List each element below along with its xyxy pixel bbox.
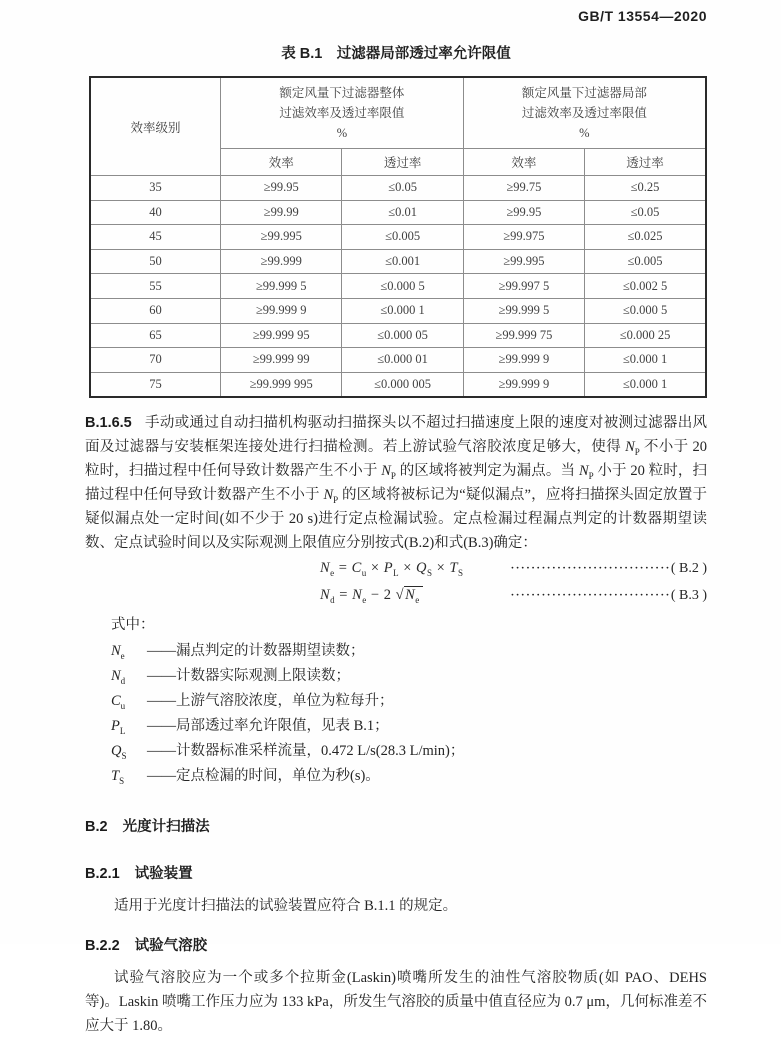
col-header-local-penetration: 透过率 <box>585 149 706 176</box>
table-cell: ≤0.05 <box>585 200 706 225</box>
table-cell: ≤0.001 <box>342 249 463 274</box>
definition-item <box>111 664 707 689</box>
equation-b3-formula: $N_d = N_e - 2$ $√N_e$ <box>320 582 423 608</box>
equation-b2-formula: $N_e = C_u \times P_L \times Q_S \times T_S$ <box>320 560 464 579</box>
definition-symbol: $T_S$ <box>111 768 125 787</box>
table-cell: ≤0.000 01 <box>342 348 463 373</box>
section-b22-heading <box>85 934 707 955</box>
table-row <box>90 249 706 274</box>
col-group-overall <box>221 77 464 149</box>
table-cell: 55 <box>90 274 221 299</box>
table-cell: ≤0.000 1 <box>585 348 706 373</box>
definitions-list <box>111 639 707 789</box>
table-cell: ≤0.05 <box>342 176 463 201</box>
table-row <box>90 200 706 225</box>
table-cell: ≥99.75 <box>463 176 584 201</box>
table-cell: ≥99.997 5 <box>463 274 584 299</box>
table-cell: ≤0.025 <box>585 225 706 250</box>
standard-number: GB/T 13554—2020 <box>578 8 707 24</box>
table-cell: ≤0.000 1 <box>342 298 463 323</box>
table-cell: ≤0.000 5 <box>342 274 463 299</box>
table-cell: 60 <box>90 298 221 323</box>
table-cell: ≤0.000 5 <box>585 298 706 323</box>
section-b22-title: 试验气溶胶 <box>134 938 208 955</box>
definition-text: ——局部透过率允许限值，见表 B.1； <box>147 718 389 735</box>
table-cell: 35 <box>90 176 221 201</box>
dotted-leader: ······························· <box>510 589 671 602</box>
table-body <box>90 176 706 398</box>
col-group-local-line1: 额定风量下过滤器局部 <box>521 86 647 100</box>
equation-b3-number: ( B.3 ) <box>670 588 707 604</box>
section-b21-heading <box>85 862 707 883</box>
table-cell: ≥99.999 9 <box>463 348 584 373</box>
definition-symbol: $C_u$ <box>111 693 126 712</box>
equation-b2-number: ( B.2 ) <box>670 561 707 577</box>
table-cell: ≥99.95 <box>463 200 584 225</box>
table-cell: ≤0.01 <box>342 200 463 225</box>
col-header-efficiency-level: 效率级别 <box>90 77 221 176</box>
table-cell: ≤0.25 <box>585 176 706 201</box>
table-cell: ≥99.999 95 <box>221 323 342 348</box>
table-row <box>90 323 706 348</box>
table-cell: ≤0.005 <box>342 225 463 250</box>
table-row <box>90 348 706 373</box>
definition-item <box>111 739 707 764</box>
definition-item <box>111 764 707 789</box>
definition-symbol: $N_d$ <box>111 668 126 687</box>
where-label: 式中： <box>111 617 155 634</box>
table-b1 <box>89 76 707 398</box>
col-group-overall-unit: % <box>336 126 348 140</box>
table-cell: 65 <box>90 323 221 348</box>
table-row <box>90 225 706 250</box>
table-cell: 50 <box>90 249 221 274</box>
definition-text: ——漏点判定的计数器期望读数； <box>147 643 365 660</box>
table-row <box>90 274 706 299</box>
table-cell: ≥99.999 5 <box>221 274 342 299</box>
table-cell: ≤0.005 <box>585 249 706 274</box>
table-cell: 70 <box>90 348 221 373</box>
table-cell: ≥99.999 99 <box>221 348 342 373</box>
equation-b3-reference <box>511 582 707 609</box>
definition-symbol: $P_L$ <box>111 718 126 737</box>
table-cell: ≤0.000 1 <box>585 372 706 397</box>
col-group-local <box>463 77 706 149</box>
equation-b2 <box>85 555 707 582</box>
dotted-leader: ······························· <box>510 562 671 575</box>
definition-item <box>111 639 707 664</box>
table-cell: ≤0.000 005 <box>342 372 463 397</box>
section-b21-number: B.2.1 <box>85 866 120 883</box>
equation-b2-reference <box>511 555 707 582</box>
definition-symbol: $N_e$ <box>111 643 125 662</box>
table-cell: ≥99.999 995 <box>221 372 342 397</box>
definition-item <box>111 714 707 739</box>
section-b21-title: 试验装置 <box>134 866 193 883</box>
table-cell: ≥99.999 <box>221 249 342 274</box>
table-cell: ≥99.999 75 <box>463 323 584 348</box>
col-header-overall-penetration: 透过率 <box>342 149 463 176</box>
col-header-overall-efficiency: 效率 <box>221 149 342 176</box>
definition-text: ——上游气溶胶浓度，单位为粒每升； <box>147 693 394 710</box>
table-cell: ≥99.99 <box>221 200 342 225</box>
table-cell: 75 <box>90 372 221 397</box>
table-cell: ≥99.95 <box>221 176 342 201</box>
col-group-local-line2: 过滤效率及透过率限值 <box>521 106 647 120</box>
table-row <box>90 176 706 201</box>
table-row <box>90 372 706 397</box>
table-header-group-row <box>90 77 706 149</box>
table-cell: ≥99.999 9 <box>221 298 342 323</box>
table-cell: 40 <box>90 200 221 225</box>
section-b2-title: 光度计扫描法 <box>122 819 210 836</box>
section-b22-number: B.2.2 <box>85 938 120 955</box>
table-cell: 45 <box>90 225 221 250</box>
table-cell: ≥99.995 <box>463 249 584 274</box>
clause-b165-paragraph: B.1.6.5 手动或通过自动扫描机构驱动扫描探头以不超过扫描速度上限的速度对被测过滤器出风面及过滤器与安装框架连接处进行扫描检测。若上游试验气溶胶浓度足够大，使得 $N_P$ 不小于 20 粒时，扫描过程中任何导致计数器产生不小于 $N_P$ 的区域将被判定为漏点。当 $N_P$ 小于 20 粒时，扫描过程中任何导致计数器产生不小于 $N_P$ 的区域将被标记为“疑似漏点”，应将扫描探头固定放置于疑似漏点处一定时间(如不少于 20 s)进行定点检漏试验。定点检漏过程漏点判定的计数器期望读数、定点试验时间以及实际观测上限值应分别按式(B.2)和式(B.3)确定： <box>85 415 708 552</box>
section-b22-body: 试验气溶胶应为一个或多个拉斯金(Laskin)喷嘴所发生的油性气溶胶物质(如 PAO、DEHS 等)。Laskin 喷嘴工作压力应为 133 kPa，所发生气溶胶的质量中值直径应为 0.7 μm，几何标准差不应大于 1.80。 <box>85 970 707 1035</box>
definition-item <box>111 689 707 714</box>
table-cell: ≤0.002 5 <box>585 274 706 299</box>
table-cell: ≤0.000 25 <box>585 323 706 348</box>
table-row <box>90 298 706 323</box>
col-group-overall-line2: 过滤效率及透过率限值 <box>279 106 405 120</box>
col-group-overall-line1: 额定风量下过滤器整体 <box>279 86 405 100</box>
equation-b3 <box>85 582 707 609</box>
col-header-local-efficiency: 效率 <box>463 149 584 176</box>
section-b2-heading <box>85 815 707 836</box>
section-b2-number: B.2 <box>85 819 108 836</box>
definition-text: ——计数器实际观测上限读数； <box>147 668 350 685</box>
col-group-local-unit: % <box>579 126 590 140</box>
definition-text: ——计数器标准采样流量，0.472 L/s(28.3 L/min)； <box>147 743 465 760</box>
table-cell: ≤0.000 05 <box>342 323 463 348</box>
table-title: 表 B.1 过滤器局部透过率允许限值 <box>281 46 511 62</box>
definition-text: ——定点检漏的时间，单位为秒(s)。 <box>147 768 380 785</box>
table-cell: ≥99.999 5 <box>463 298 584 323</box>
section-b21-body: 适用于光度计扫描法的试验装置应符合 B.1.1 的规定。 <box>114 898 458 915</box>
table-cell: ≥99.995 <box>221 225 342 250</box>
table-cell: ≥99.975 <box>463 225 584 250</box>
table-cell: ≥99.999 9 <box>463 372 584 397</box>
definition-symbol: $Q_S$ <box>111 743 127 762</box>
